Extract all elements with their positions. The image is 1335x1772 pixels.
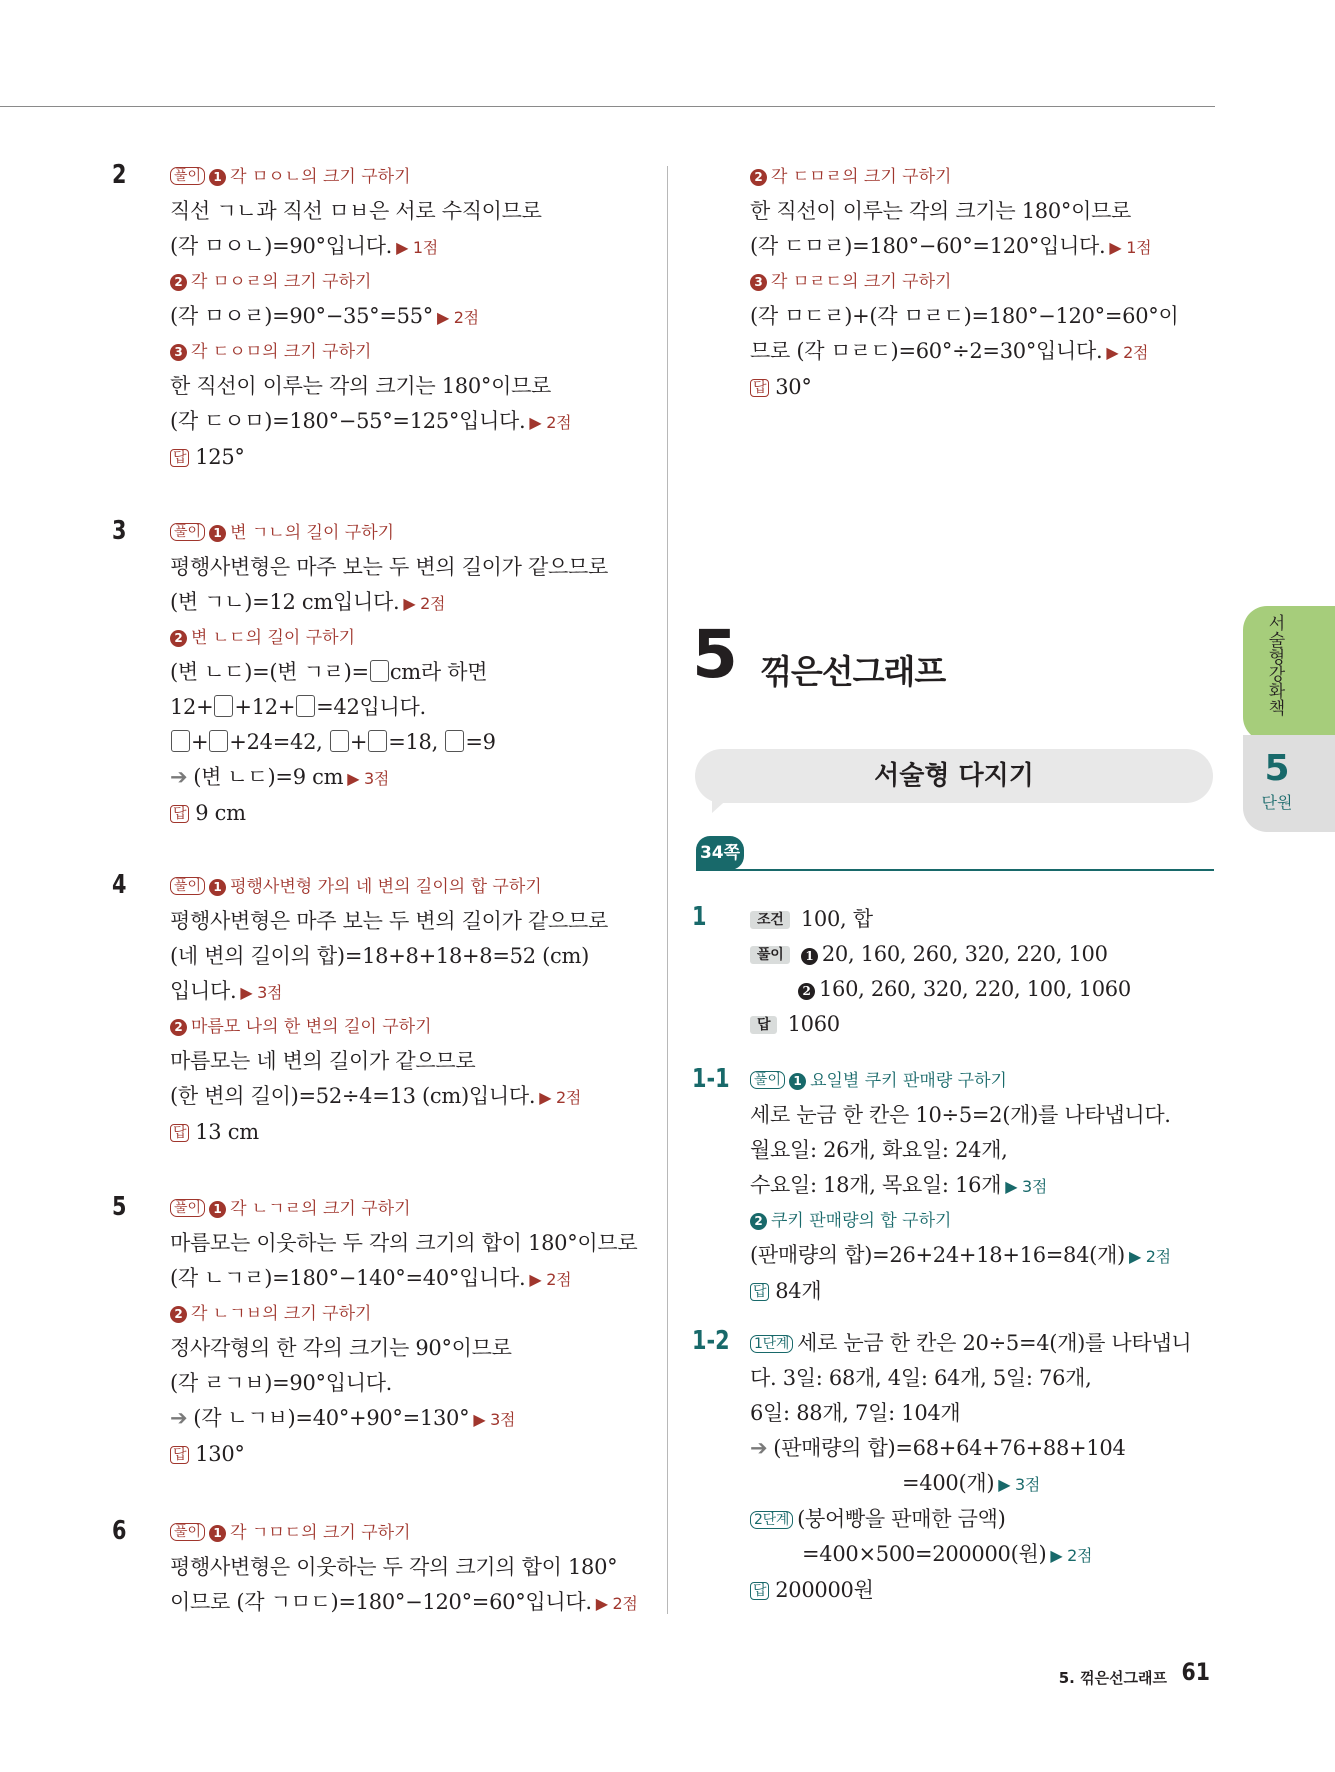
step-1-icon: 1	[789, 1073, 806, 1090]
text-line: 월요일: 26개, 화요일: 24개,	[750, 1138, 1008, 1162]
text-line: 다. 3일: 68개, 4일: 64개, 5일: 76개,	[750, 1366, 1092, 1390]
text-line: 마름모는 네 변의 길이가 같으므로	[170, 1049, 476, 1073]
blank-box-icon	[296, 695, 315, 717]
points-label: ▶ 3점	[347, 769, 390, 788]
step-3-icon: 3	[170, 344, 187, 361]
right-column-exercises	[692, 902, 1232, 1608]
blank-box-icon	[330, 730, 349, 752]
step-2-icon: 2	[170, 1019, 187, 1036]
text-line: =18,	[388, 730, 445, 754]
text-line: (네 변의 길이의 합)=18+8+18+8=52 (cm)	[170, 944, 590, 968]
answer-value: 125°	[195, 445, 245, 469]
step-2-icon: 2	[750, 1213, 767, 1230]
step-title: 각 ㅁㅇㄴ의 크기 구하기	[230, 167, 411, 187]
stage-1-tag: 1단계	[750, 1335, 793, 1353]
solution-tag: 풀이	[170, 1199, 205, 1217]
side-tab-label: 서술형 강화책	[1268, 614, 1286, 719]
side-unit-label: 단원	[1261, 793, 1293, 812]
text-line: 세로 눈금 한 칸은 10÷5=2(개)를 나타냅니다.	[750, 1103, 1171, 1127]
points-label: ▶ 2점	[529, 413, 572, 432]
problem-4	[112, 870, 652, 1192]
step-1-icon: 1	[209, 879, 226, 896]
arrow-icon: ➔	[170, 765, 188, 789]
blank-box-icon	[445, 730, 464, 752]
arrow-icon: ➔	[170, 1406, 188, 1430]
step-title: 각 ㄴㄱㄹ의 크기 구하기	[230, 1199, 411, 1219]
top-rule	[0, 106, 1215, 107]
blank-box-icon	[171, 730, 190, 752]
exercise-number: 1-1	[692, 1064, 730, 1094]
points-label: ▶ 3점	[998, 1475, 1041, 1494]
blank-box-icon	[368, 730, 387, 752]
step-title: 평행사변형 가의 네 변의 길이의 합 구하기	[230, 877, 542, 897]
footer-chapter: 5. 꺾은선그래프	[1058, 1669, 1167, 1687]
answer-value: 84개	[775, 1279, 822, 1303]
text-line: (판매량의 합)=68+64+76+88+104	[773, 1436, 1126, 1460]
step-1-icon: 1	[209, 525, 226, 542]
exercise-1	[692, 902, 1232, 1064]
step-title: 마름모 나의 한 변의 길이 구하기	[191, 1017, 432, 1037]
answer-icon: 답	[170, 1446, 189, 1464]
problem-6	[112, 1516, 652, 1621]
text-line: 수요일: 18개, 목요일: 16개	[750, 1173, 1002, 1197]
points-label: ▶ 2점	[595, 1594, 638, 1613]
right-column-continuation	[692, 160, 1222, 405]
problem-2	[112, 160, 652, 516]
text-line: 정사각형의 한 각의 크기는 90°이므로	[170, 1336, 512, 1360]
text-line: (각 ㄹㄱㅂ)=90°입니다.	[170, 1371, 393, 1395]
page-reference-badge: 34쪽	[696, 836, 744, 870]
condition-tag: 조건	[750, 911, 790, 929]
side-unit-number: 5	[1264, 748, 1290, 789]
column-divider	[667, 166, 668, 1614]
points-label: ▶ 2점	[403, 594, 446, 613]
step-1-icon: 1	[209, 169, 226, 186]
problem-3	[112, 516, 652, 870]
left-column	[112, 160, 652, 1621]
step-2-icon: 2	[170, 1306, 187, 1323]
text-line: =42입니다.	[316, 695, 426, 719]
step-title: 각 ㄱㅁㄷ의 크기 구하기	[230, 1523, 411, 1543]
text-line: 12+	[170, 695, 214, 719]
section-title: 서술형 다지기	[874, 761, 1034, 791]
text-line: (판매량의 합)=26+24+18+16=84(개)	[750, 1243, 1125, 1267]
step-title: 각 ㄷㅁㄹ의 크기 구하기	[771, 167, 952, 187]
text-line: 평행사변형은 이웃하는 두 각의 크기의 합이 180°	[170, 1555, 618, 1579]
text-line: (각 ㅁㄷㄹ)+(각 ㅁㄹㄷ)=180°−120°=60°이	[750, 304, 1179, 328]
problem-5	[112, 1192, 652, 1516]
points-label: ▶ 3점	[1005, 1177, 1048, 1196]
points-label: ▶ 1점	[1109, 238, 1152, 257]
step-3-icon: 3	[750, 274, 767, 291]
step-title: 요일별 쿠키 판매량 구하기	[810, 1071, 1007, 1091]
points-label: ▶ 3점	[240, 983, 283, 1002]
problem-number: 3	[112, 516, 127, 546]
text-line: (각 ㄴㄱㅂ)=40°+90°=130°	[193, 1406, 470, 1430]
step-2-icon: 2	[750, 169, 767, 186]
answer-value: 13 cm	[195, 1120, 259, 1144]
points-label: ▶ 1점	[396, 238, 438, 257]
solution-tag: 풀이	[170, 877, 205, 895]
text-line: +12+	[234, 695, 296, 719]
text-line: +	[349, 730, 368, 754]
text-line: (붕어빵을 판매한 금액)	[797, 1507, 1006, 1531]
answer-icon: 답	[750, 1283, 769, 1301]
step-title: 각 ㄴㄱㅂ의 크기 구하기	[191, 1304, 372, 1324]
solution-tag: 풀이	[170, 1523, 205, 1541]
stage-2-tag: 2단계	[750, 1511, 793, 1529]
text-line: (변 ㄴㄷ)=9 cm	[193, 765, 344, 789]
text-line: 평행사변형은 마주 보는 두 변의 길이가 같으므로	[170, 555, 608, 579]
points-label: ▶ 3점	[473, 1410, 516, 1429]
step-title: 각 ㄷㅇㅁ의 크기 구하기	[191, 342, 372, 362]
step-1-icon: 1	[801, 948, 818, 965]
text-line: (각 ㄷㅁㄹ)=180°−60°=120°입니다.	[750, 234, 1106, 258]
step-title: 변 ㄱㄴ의 길이 구하기	[230, 523, 395, 543]
text-line: (각 ㅁㅇㄴ)=90°입니다.	[170, 234, 393, 258]
text-line: (한 변의 길이)=52÷4=13 (cm)입니다.	[170, 1084, 536, 1108]
text-line: (변 ㄴㄷ)=(변 ㄱㄹ)=	[170, 660, 369, 684]
text-line: =9	[465, 730, 496, 754]
answer-icon: 답	[750, 379, 769, 397]
answer-value: 200000원	[775, 1578, 874, 1602]
answer-icon: 답	[750, 1582, 769, 1600]
answer-value: 1060	[787, 1012, 840, 1036]
step-1-icon: 1	[209, 1525, 226, 1542]
text-line: 이므로 (각 ㄱㅁㄷ)=180°−120°=60°입니다.	[170, 1590, 592, 1614]
points-label: ▶ 2점	[529, 1270, 572, 1289]
answer-icon: 답	[170, 1124, 189, 1142]
section-rule	[696, 869, 1214, 871]
page-number: 61	[1181, 1658, 1210, 1686]
exercise-number: 1	[692, 902, 707, 932]
text-line: 6일: 88개, 7일: 104개	[750, 1401, 961, 1425]
problem-number: 2	[112, 160, 127, 190]
text-line: (각 ㄴㄱㄹ)=180°−140°=40°입니다.	[170, 1266, 526, 1290]
points-label: ▶ 2점	[1128, 1247, 1171, 1266]
step-2-icon: 2	[170, 274, 187, 291]
text-line: 세로 눈금 한 칸은 20÷5=4(개)를 나타냅니	[797, 1331, 1192, 1355]
answer-value: 9 cm	[195, 801, 246, 825]
exercise-1-1	[692, 1064, 1232, 1326]
answer-value: 30°	[775, 375, 812, 399]
solution-tag: 풀이	[750, 1071, 785, 1089]
exercise-1-2	[692, 1326, 1232, 1608]
text-line: +	[191, 730, 209, 754]
text-line: cm라 하면	[389, 660, 488, 684]
problem-number: 6	[112, 1516, 127, 1546]
answer-value: 130°	[195, 1442, 245, 1466]
solution-tag: 풀이	[750, 946, 790, 964]
step-title: 쿠키 판매량의 합 구하기	[771, 1211, 952, 1231]
text-line: 한 직선이 이루는 각의 크기는 180°이므로	[750, 199, 1132, 223]
blank-box-icon	[209, 730, 228, 752]
arrow-icon: ➔	[750, 1436, 768, 1460]
answer-icon: 답	[170, 805, 189, 823]
blank-box-icon	[370, 660, 389, 682]
chapter-title: 꺾은선그래프	[760, 652, 946, 691]
answer-tag: 답	[750, 1016, 777, 1034]
solution-tag: 풀이	[170, 167, 205, 185]
text-line: (각 ㄷㅇㅁ)=180°−55°=125°입니다.	[170, 409, 526, 433]
step-title: 변 ㄴㄷ의 길이 구하기	[191, 628, 356, 648]
points-label: ▶ 2점	[436, 308, 479, 327]
text-line: (변 ㄱㄴ)=12 cm입니다.	[170, 590, 400, 614]
text-line: 160, 260, 320, 220, 100, 1060	[819, 977, 1131, 1001]
step-title: 각 ㅁㄹㄷ의 크기 구하기	[771, 272, 952, 292]
text-line: 20, 160, 260, 320, 220, 100	[821, 942, 1108, 966]
solution-tag: 풀이	[170, 523, 205, 541]
points-label: ▶ 2점	[1050, 1546, 1093, 1565]
exercise-number: 1-2	[692, 1326, 730, 1356]
text-line: 한 직선이 이루는 각의 크기는 180°이므로	[170, 374, 552, 398]
chapter-number: 5	[692, 616, 738, 693]
answer-icon: 답	[170, 449, 189, 467]
text-line: 입니다.	[170, 979, 237, 1003]
text-line: 직선 ㄱㄴ과 직선 ㅁㅂ은 서로 수직이므로	[170, 199, 542, 223]
text-line: 므로 (각 ㅁㄹㄷ)=60°÷2=30°입니다.	[750, 339, 1103, 363]
problem-number: 4	[112, 870, 127, 900]
text-line: =400(개)	[902, 1471, 995, 1495]
points-label: ▶ 2점	[1106, 343, 1149, 362]
points-label: ▶ 2점	[539, 1088, 582, 1107]
step-1-icon: 1	[209, 1201, 226, 1218]
problem-number: 5	[112, 1192, 127, 1222]
text-line: 평행사변형은 마주 보는 두 변의 길이가 같으므로	[170, 909, 608, 933]
step-2-icon: 2	[170, 630, 187, 647]
step-title: 각 ㅁㅇㄹ의 크기 구하기	[191, 272, 372, 292]
text-line: (각 ㅁㅇㄹ)=90°−35°=55°	[170, 304, 433, 328]
text-line: +24=42,	[229, 730, 329, 754]
text-line: 100, 합	[800, 907, 873, 931]
text-line: =400×500=200000(원)	[802, 1542, 1047, 1566]
blank-box-icon	[214, 695, 233, 717]
text-line: 마름모는 이웃하는 두 각의 크기의 합이 180°이므로	[170, 1231, 638, 1255]
step-2-icon: 2	[798, 983, 815, 1000]
